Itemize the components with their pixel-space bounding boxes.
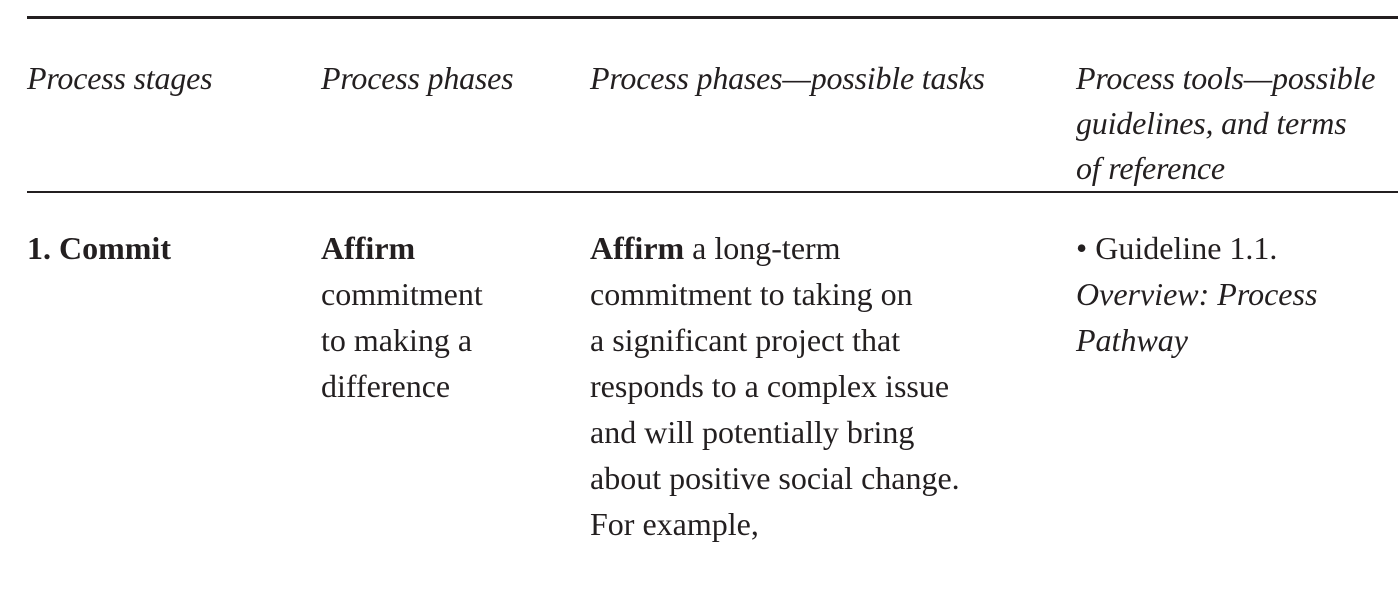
tool-guideline-title: Pathway	[1076, 322, 1188, 358]
phase-line	[321, 225, 608, 271]
tool-guideline-title: Overview: Process	[1076, 276, 1318, 312]
task-line: about positive social change.	[590, 460, 960, 496]
phase-line: difference	[321, 368, 451, 404]
task-line: and will potentially bring	[590, 414, 915, 450]
task-cell	[590, 225, 1097, 547]
tool-cell	[1076, 225, 1398, 363]
phase-line: to making a	[321, 322, 473, 358]
phase-line: commitment	[321, 276, 483, 312]
tool-guideline: Guideline 1.1.	[1095, 230, 1278, 266]
task-line	[590, 225, 1097, 271]
task-line: For example,	[590, 506, 759, 542]
task-keyword: Affirm	[590, 230, 685, 266]
bullet-icon: •	[1076, 230, 1088, 266]
task-line: a significant project that	[590, 322, 901, 358]
header-bottom-rule	[27, 191, 1398, 193]
tool-line	[1076, 225, 1398, 271]
task-line-text: a long-term	[684, 230, 841, 266]
task-line: responds to a complex issue	[590, 368, 950, 404]
header-tools-line: Process tools—possible	[1076, 60, 1376, 96]
table-top-rule	[27, 16, 1398, 19]
phase-cell	[321, 225, 608, 409]
header-possible-tasks: Process phases—possible tasks	[590, 60, 985, 96]
header-process-phases: Process phases	[321, 60, 514, 96]
header-process-stages: Process stages	[27, 60, 213, 96]
task-line: commitment to taking on	[590, 276, 913, 312]
header-tools-line: guidelines, and terms	[1076, 105, 1347, 141]
header-process-tools	[1076, 56, 1398, 191]
header-tools-line: of reference	[1076, 150, 1225, 186]
phase-keyword: Affirm	[321, 230, 416, 266]
stage-cell: 1. Commit	[27, 230, 171, 266]
